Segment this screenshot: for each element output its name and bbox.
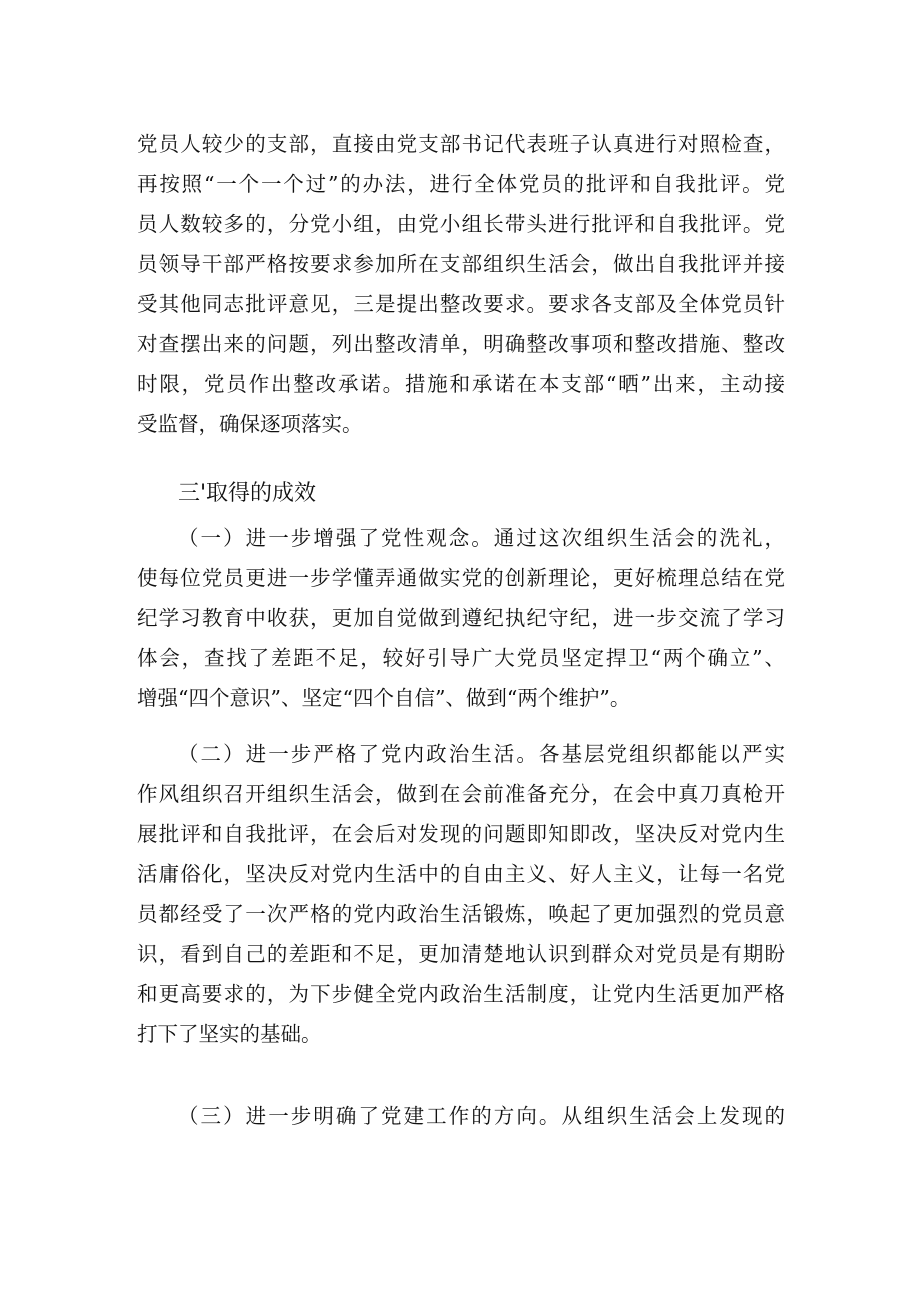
text-line: 打下了坚实的基础。 xyxy=(137,1022,322,1046)
section-heading: 三'取得的成效 xyxy=(178,481,317,506)
text-line: 和更高要求的，为下步健全党内政治生活制度，让党内生活更加严格 xyxy=(137,982,785,1006)
intro-paragraph xyxy=(137,130,785,450)
text-line: （一）进一步增强了党性观念。通过这次组织生活会的洗礼， xyxy=(178,526,785,550)
text-line: 增强“四个意识”、坚定“四个自信”、做到“两个维护”。 xyxy=(137,686,631,710)
text-line: 员人数较多的，分党小组，由党小组长带头进行批评和自我批评。党 xyxy=(137,212,785,236)
text-line: 作风组织召开组织生活会，做到在会前准备充分，在会中真刀真枪开 xyxy=(137,782,785,806)
paragraph-direction xyxy=(137,1102,785,1142)
paragraph-political-life xyxy=(137,740,785,1060)
text-line: 活庸俗化，坚决反对党内生活中的自由主义、好人主义，让每一名党 xyxy=(137,862,785,886)
paragraph-party-spirit xyxy=(137,524,785,724)
text-line: 体会，查找了差距不足，较好引导广大党员坚定捍卫“两个确立”、 xyxy=(137,646,785,670)
text-line: 使每位党员更进一步学懂弄通做实党的创新理论，更好梳理总结在党 xyxy=(137,566,785,590)
text-line: 受其他同志批评意见，三是提出整改要求。要求各支部及全体党员针 xyxy=(137,292,785,316)
text-line: 时限，党员作出整改承诺。措施和承诺在本支部“晒”出来，主动接 xyxy=(137,372,785,396)
text-line: 识，看到自己的差距和不足，更加清楚地认识到群众对党员是有期盼 xyxy=(137,942,785,966)
text-line: （三）进一步明确了党建工作的方向。从组织生活会上发现的 xyxy=(178,1104,785,1128)
text-line: 再按照“一个一个过”的办法，进行全体党员的批评和自我批评。党 xyxy=(137,172,785,196)
text-line: 党员人较少的支部，直接由党支部书记代表班子认真进行对照检查， xyxy=(137,132,785,156)
text-line: 员领导干部严格按要求参加所在支部组织生活会，做出自我批评并接 xyxy=(137,252,785,276)
text-line: （二）进一步严格了党内政治生活。各基层党组织都能以严实 xyxy=(178,742,785,766)
text-line: 纪学习教育中收获，更加自觉做到遵纪执纪守纪，进一步交流了学习 xyxy=(137,606,785,630)
text-line: 受监督，确保逐项落实。 xyxy=(137,412,363,436)
text-line: 员都经受了一次严格的党内政治生活锻炼，唤起了更加强烈的党员意 xyxy=(137,902,785,926)
text-line: 对查摆出来的问题，列出整改清单，明确整改事项和整改措施、整改 xyxy=(137,332,785,356)
text-line: 展批评和自我批评，在会后对发现的问题即知即改，坚决反对党内生 xyxy=(137,822,785,846)
